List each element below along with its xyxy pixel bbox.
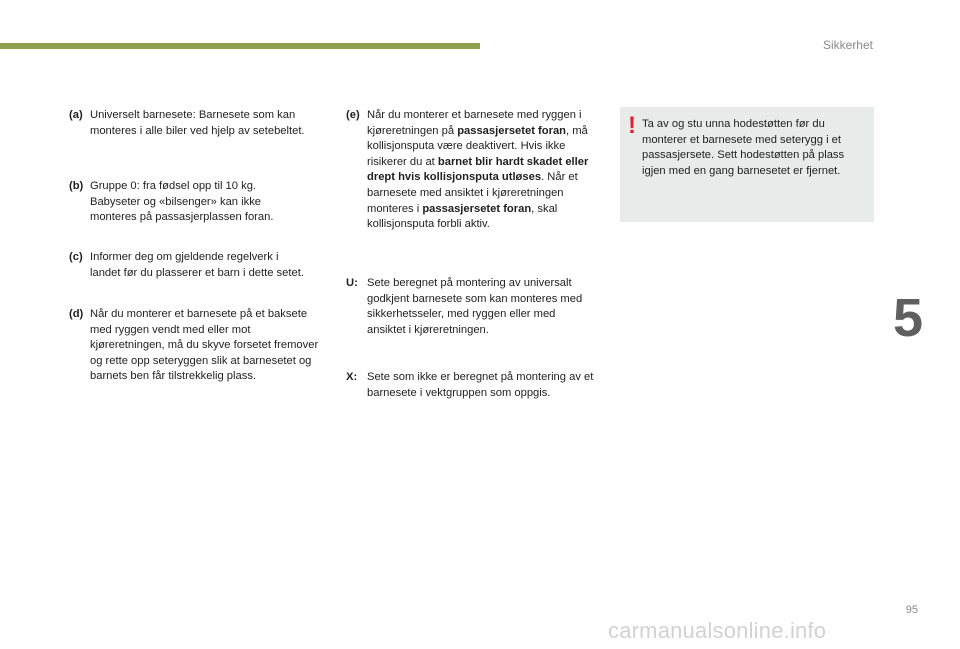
warning-box (620, 107, 874, 222)
item-text: Informer deg om gjeldende regelverk i landet før du plasserer et barn i dette setet. (90, 251, 304, 279)
list-item-u (346, 276, 596, 338)
header-accent-bar (0, 43, 480, 49)
section-title: Sikkerhet (822, 38, 873, 52)
item-text: Sete beregnet på montering av universalt godkjent barnesete som kan monteres med sikkerhetsseler, med ryggen eller med ansiktet i kjøreretningen. (367, 277, 583, 336)
list-item-e (346, 108, 598, 233)
list-item (69, 250, 309, 281)
item-tag: (a) (69, 109, 83, 121)
item-tag: (e) (346, 109, 360, 121)
item-text: Sete som ikke er beregnet på montering av et barnesete i vektgruppen som oppgis. (367, 371, 594, 399)
watermark: carmanualsonline.info (608, 618, 827, 643)
item-tag: (c) (69, 251, 83, 263)
warning-text: Ta av og stu unna hodestøtten før du monterer et barnesete med seterygg i et passasjersete. Sett hodestøtten på plass igjen med en gang barnesetet er fjernet. (642, 118, 845, 177)
list-item (69, 108, 309, 139)
item-tag: U: (346, 277, 358, 289)
exclamation-icon: ! (628, 112, 636, 139)
list-item (69, 179, 309, 226)
item-text: Gruppe 0: fra fødsel opp til 10 kg. Babyseter og «bilsenger» kan ikke monteres på passasjerplassen foran. (90, 180, 274, 224)
item-tag: (d) (69, 308, 84, 320)
item-tag: (b) (69, 180, 84, 192)
list-item (69, 307, 325, 385)
chapter-number: 5 (893, 288, 924, 348)
item-text: Når du monterer et barnesete med ryggen i kjøreretningen på passasjersetet foran, må kollisjonsputa være deaktivert. Hvis ikke risikerer du at barnet blir hardt skadet eller drept hvis kollisjonsputa utløses. Når et barnesete med ansiktet i kjøreretningen monteres i passasjersetet foran, skal kollisjonsputa forbli aktiv. (367, 109, 589, 231)
page-number: 95 (905, 604, 918, 616)
item-text: Når du monterer et barnesete på et baksete med ryggen vendt med eller mot kjøreretningen, må du skyve forsetet fremover og rette opp seteryggen slik at barnesetet og barnets ben får tilstrekkelig plass. (90, 308, 319, 383)
item-tag: X: (346, 371, 358, 383)
list-item-x (346, 370, 598, 401)
item-text: Universelt barnesete: Barnesete som kan monteres i alle biler ved hjelp av setebeltet. (90, 109, 305, 137)
